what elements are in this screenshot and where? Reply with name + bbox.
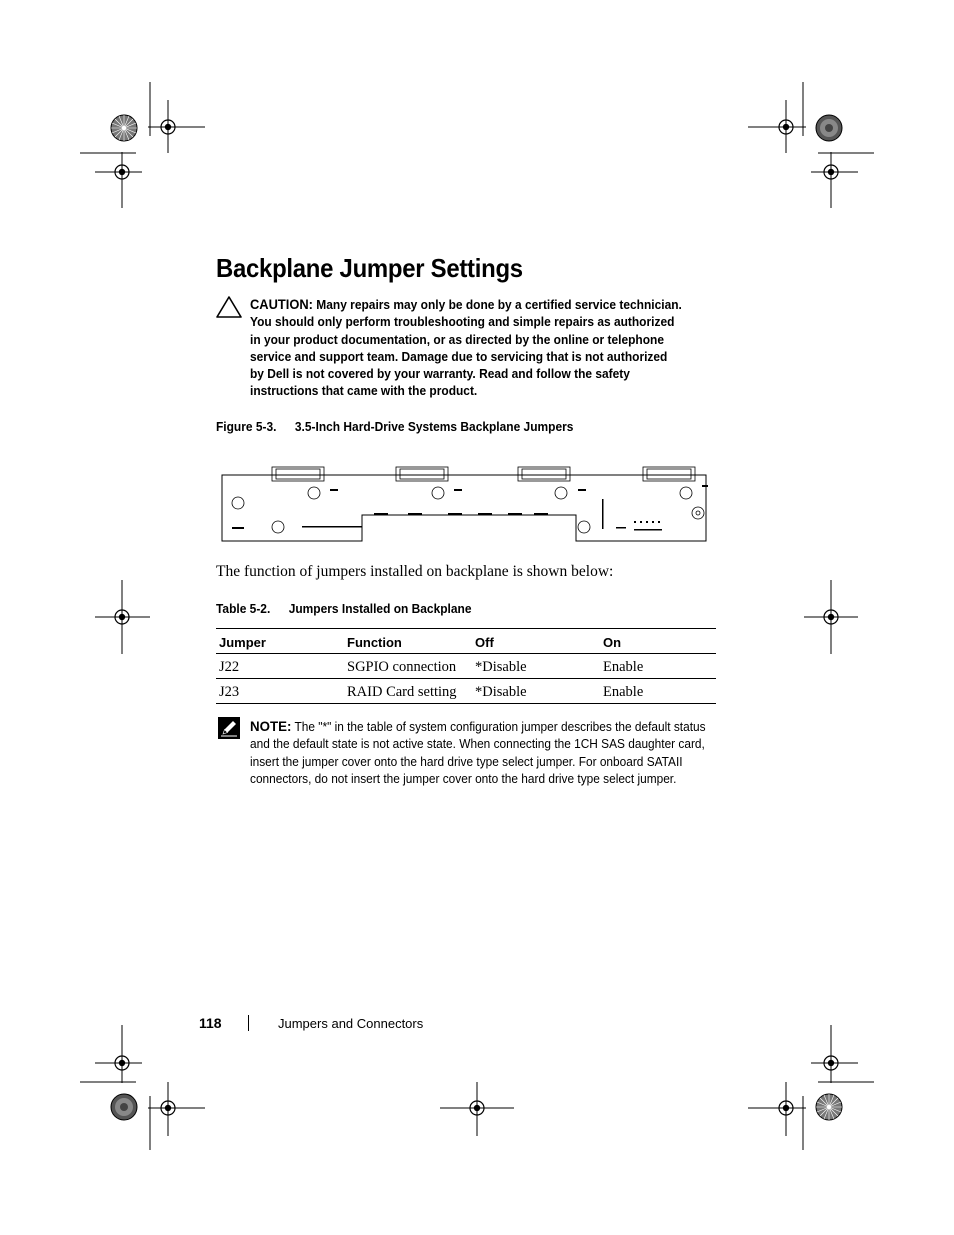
caution-label: CAUTION: [250,296,313,312]
table-row [216,654,716,679]
registration-wheel-icon [111,115,137,141]
cell-jumper: J22 [216,654,344,679]
table-caption [216,601,471,616]
intro-paragraph: The function of jumpers installed on backplane is shown below: [216,563,614,580]
header-jumper: Jumper [216,629,344,654]
figure-caption [216,419,573,434]
table-number: Table 5-2. [216,601,271,616]
cell-jumper: J23 [216,679,344,704]
cell-off: *Disable [472,654,600,679]
header-on: On [600,629,716,654]
registration-wheel-icon [816,1094,842,1120]
caution-text: Many repairs may only be done by a certified service technician. You should only perform troubleshooting and simple repairs as authorized in your product documentation, or as directed by the online or telephone service and support team. Damage due to servicing that is not authorized by Dell is not covered by your warranty. Read and follow the safety instructions that came with the product. [250,297,682,399]
table-row [216,679,716,704]
figure-title: 3.5-Inch Hard-Drive Systems Backplane Jumpers [294,419,574,434]
note-pencil-icon [218,717,240,739]
figure-number: Figure 5-3. [216,419,277,434]
cell-off: *Disable [472,679,600,704]
table-header-row [216,629,716,654]
backplane-board-illustration [216,455,716,545]
running-footer: Jumpers and Connectors [278,1016,424,1031]
header-off: Off [472,629,600,654]
drive-connector [272,467,695,481]
cell-on: Enable [600,654,716,679]
cell-on: Enable [600,679,716,704]
table-title: Jumpers Installed on Backplane [288,601,472,616]
page-number: 118 [199,1015,222,1031]
page-title: Backplane Jumper Settings [216,253,523,283]
registration-wheel-icon [816,115,842,141]
caution-notice [250,296,682,400]
note-label: NOTE: [250,718,292,734]
footer-separator [248,1015,249,1031]
cell-function: RAID Card setting [344,679,472,704]
caution-triangle-icon [216,296,242,318]
registration-wheel-icon [111,1094,137,1120]
note-block [250,718,706,788]
jumper-table [216,628,716,704]
note-text: The "*" in the table of system configuration jumper describes the default status and the default state is not active state. When connecting the 1CH SAS daughter card, insert the jumper cover onto the hard drive type select jumper. For onboard SATAII connectors, do not insert the jumper cover onto the hard drive type select jumper. [250,720,706,786]
cell-function: SGPIO connection [344,654,472,679]
header-function: Function [344,629,472,654]
